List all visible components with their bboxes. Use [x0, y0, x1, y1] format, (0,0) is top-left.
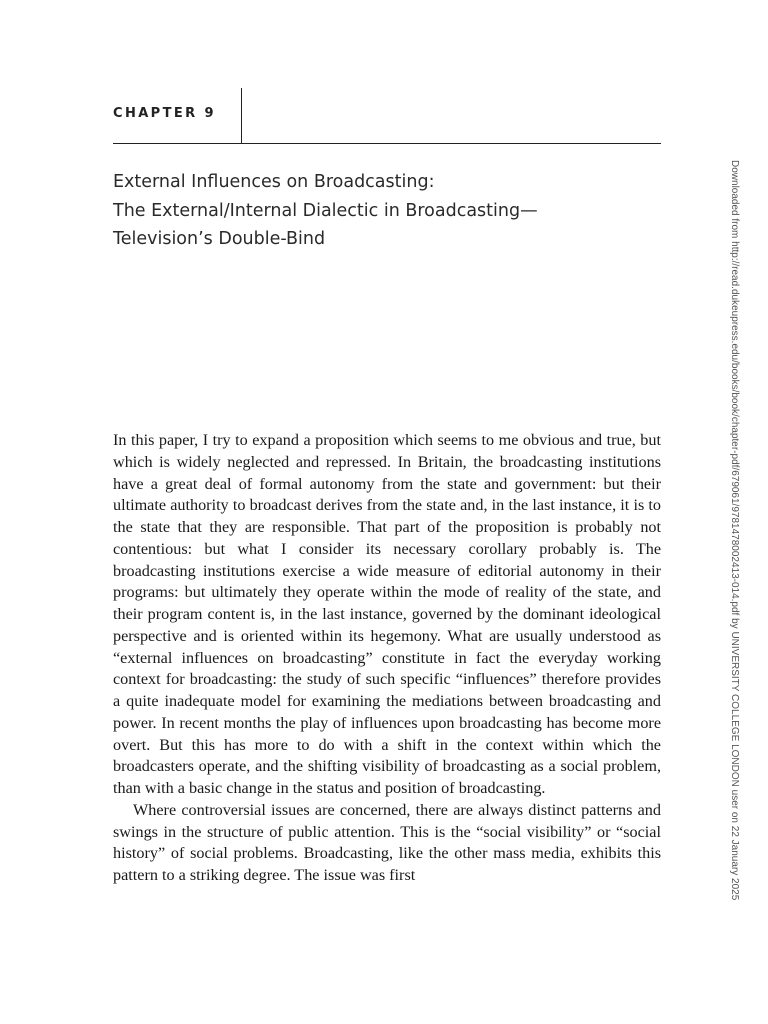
chapter-title-line-2: The External/Internal Dialectic in Broadcasting—: [113, 200, 538, 221]
chapter-label: CHAPTER 9: [113, 106, 216, 121]
paragraph-2: Where controversial issues are concerned, there are always distinct patterns and swings in the structure of public attention. This is the “social visibility” or “social history” of social problems. Broadcasting, like the other mass media, exhibits this pattern to a striking degree. The issue was first: [113, 800, 661, 884]
chapter-title-line-1: External Influences on Broadcasting:: [113, 172, 435, 192]
chapter-divider-vertical: [241, 88, 242, 144]
download-margin-note: [729, 160, 741, 901]
chapter-title: [113, 168, 661, 254]
paragraph-1: In this paper, I try to expand a proposition which seems to me obvious and true, but which is widely neglected and repressed. In Britain, the broadcasting institutions have a great deal of formal autonomy from the state and government: but their ultimate authority to broadcast derives from the state and, in the last instance, it is to the state that they are responsible. That part of the proposition is probably not contentious: but what I consider its necessary corollary probably is. The broadcasting institutions exercise a wide measure of editorial autonomy in their programs: but ultimately they operate within the mode of reality of the state, and their program content is, in the last instance, governed by the dominant ideological perspective and is oriented within its hegemony. What are usually understood as “external influences on broadcasting” constitute in fact the everyday working context for broadcasting: the study of such specific “influences” therefore provides a quite inadequate model for examining the mediations between broadcasting and power. In recent months the play of influences upon broadcasting has become more overt. But this has more to do with a shift in the context within which the broadcasters operate, and the shifting visibility of broadcasting as a social problem, than with a basic change in the status and position of broadcasting.: [113, 431, 661, 797]
body-text: [113, 430, 661, 887]
download-notice-text: Downloaded from http://read.dukeupress.edu/books/book/chapter-pdf/679061/9781478002413-014.pdf by UNIVERSITY COLLEGE LONDON user on 22 January 2025: [729, 160, 740, 901]
chapter-divider-horizontal: [113, 143, 661, 144]
chapter-title-line-3: Television’s Double-Bind: [113, 229, 326, 249]
